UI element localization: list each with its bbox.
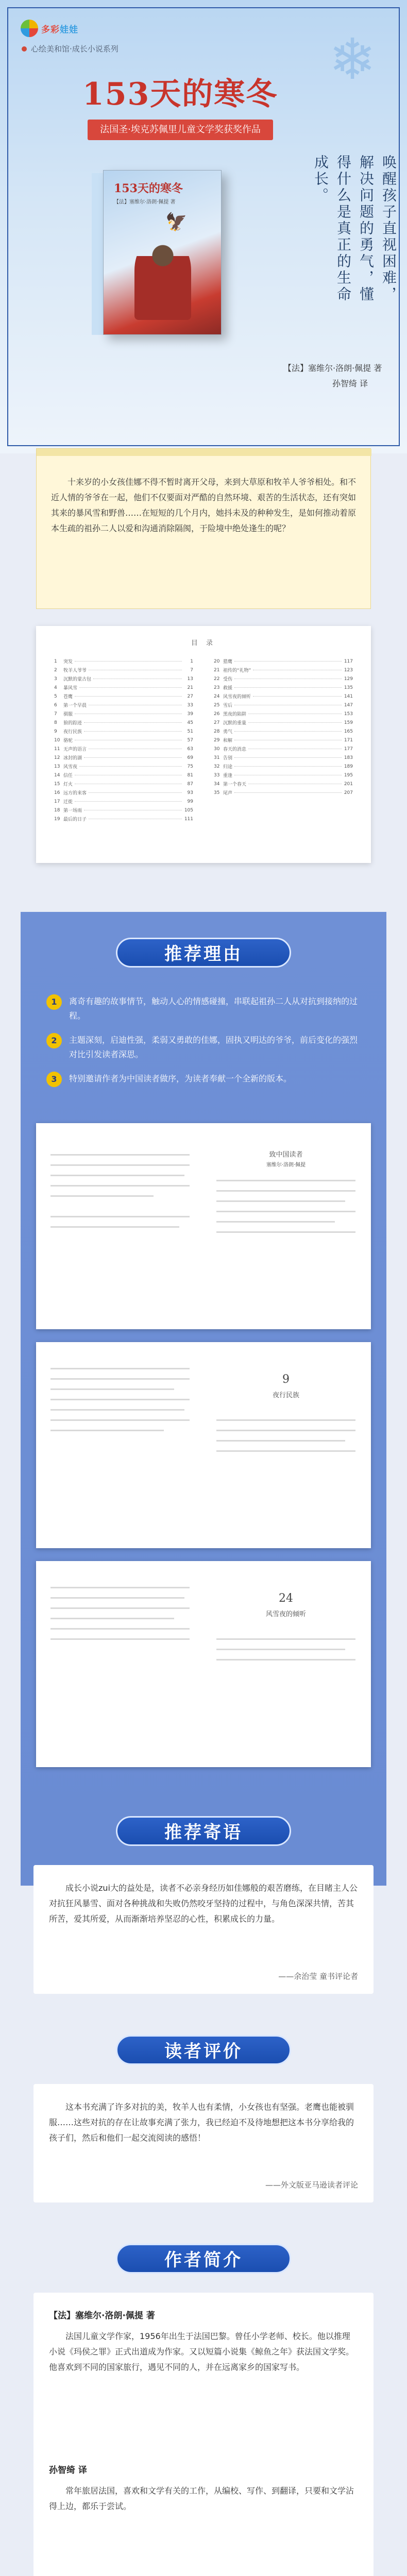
cover-title: 153天的寒冬 — [114, 182, 183, 195]
toc-entry[interactable] — [54, 736, 193, 744]
toc-number: 6 — [54, 702, 57, 708]
toc-page: 183 — [344, 755, 353, 760]
toc-number: 30 — [214, 746, 220, 752]
book-title: 153天的寒冬 — [82, 76, 278, 112]
toc-entry[interactable] — [214, 744, 353, 753]
toc-chapter: 灯火 — [63, 782, 73, 787]
snowflake-icon: ❄ — [328, 26, 376, 92]
toc-number: 2 — [54, 667, 57, 673]
toc-number: 20 — [214, 658, 220, 664]
toc-page: 177 — [344, 746, 353, 752]
toc-chapter: 苍鹰 — [63, 694, 73, 700]
brand-name-b: 娃娃 — [60, 24, 78, 35]
toc-chapter: 牧羊人爷爷 — [63, 668, 87, 673]
toc-leader — [75, 801, 182, 802]
toc-page: 69 — [187, 755, 193, 760]
reason-number: 3 — [46, 1072, 62, 1087]
toc-chapter: 突发 — [63, 659, 73, 665]
toc-number: 15 — [54, 781, 60, 787]
toc-number: 28 — [214, 728, 220, 734]
toc-chapter: 驯服 — [63, 712, 73, 717]
table-of-contents — [36, 626, 371, 863]
toc-chapter: 远方的来客 — [63, 791, 87, 796]
toc-entry[interactable] — [54, 666, 193, 674]
translator-name: 孙智绮 译 — [49, 2465, 87, 2476]
toc-chapter: 黑夜的陷阱 — [223, 712, 247, 717]
brand-logo[interactable] — [21, 20, 78, 37]
toc-chapter: 第一场雨 — [63, 808, 82, 814]
toc-number: 29 — [214, 737, 220, 743]
reason-item — [46, 1072, 361, 1087]
toc-leader — [84, 757, 182, 758]
toc-chapter: 沉默的蒙古包 — [63, 677, 92, 682]
toc-leader — [248, 722, 342, 723]
toc-page: 159 — [344, 720, 353, 725]
reason-item — [46, 994, 361, 1023]
review-signature: ——外文版亚马逊读者评论 — [265, 2180, 358, 2190]
toc-page: 111 — [184, 816, 193, 822]
toc-page: 99 — [187, 799, 193, 804]
book-spine — [92, 173, 104, 335]
series-label — [22, 43, 118, 54]
toc-leader — [84, 722, 182, 723]
toc-page: 105 — [184, 807, 193, 813]
toc-entry[interactable] — [214, 762, 353, 771]
intro-box — [36, 448, 371, 609]
toc-entry[interactable] — [54, 727, 193, 736]
toc-number: 8 — [54, 720, 57, 725]
toc-entry[interactable] — [54, 779, 193, 788]
message-heading: 推荐寄语 — [116, 1816, 291, 1846]
toc-entry[interactable] — [214, 727, 353, 736]
toc-chapter: 告别 — [223, 756, 233, 761]
toc-chapter: 和解 — [223, 738, 233, 743]
toc-leader — [234, 687, 342, 688]
toc-chapter: 无声的语言 — [63, 747, 87, 752]
toc-entry[interactable] — [54, 683, 193, 692]
cover-author: 【法】塞维尔·洛朗·佩提 著 — [114, 199, 176, 205]
sample-page-sub: 夜行民族 — [272, 1392, 299, 1399]
toc-page: 81 — [187, 772, 193, 778]
review-text: 这本书充满了许多对抗的美，牧羊人也有柔情，小女孩也有坚强。老鹰也能被驯服……这些对抗的存在让故事充满了张力，我已经迫不及待地想把这本书分享给我的孩子们，然后和他们一起交流阅读的感悟！ — [49, 2102, 354, 2143]
bullet-icon — [22, 46, 27, 52]
toc-entry[interactable] — [54, 771, 193, 779]
toc-entry[interactable] — [54, 762, 193, 771]
author-credit: 【法】塞维尔·洛朗·佩提 著 — [283, 363, 382, 373]
toc-page: 171 — [344, 737, 353, 743]
toc-entry[interactable] — [54, 797, 193, 806]
toc-chapter: 勇气 — [223, 730, 233, 735]
toc-entry[interactable] — [54, 788, 193, 797]
toc-chapter: 骆驼 — [63, 738, 73, 743]
toc-page: 129 — [344, 676, 353, 682]
toc-page: 63 — [187, 746, 193, 752]
toc-chapter: 风雪夜的倾听 — [223, 694, 251, 700]
toc-column-left — [54, 657, 193, 823]
reason-number: 2 — [46, 1033, 62, 1048]
toc-entry[interactable] — [214, 771, 353, 779]
logo-mark-icon — [21, 20, 38, 37]
toc-leader — [89, 792, 182, 793]
toc-chapter: 信任 — [63, 773, 73, 778]
toc-chapter: 风雪夜 — [63, 765, 78, 770]
toc-chapter: 雪后 — [223, 703, 233, 708]
message-signature: ——余治莹 童书评论者 — [278, 1972, 358, 1981]
toc-entry[interactable] — [214, 683, 353, 692]
toc-number: 9 — [54, 728, 57, 734]
toc-leader — [234, 757, 342, 758]
toc-page: 57 — [187, 737, 193, 743]
toc-page: 87 — [187, 781, 193, 787]
toc-number: 10 — [54, 737, 60, 743]
toc-number: 3 — [54, 676, 57, 682]
toc-number: 33 — [214, 772, 220, 778]
toc-entry[interactable] — [54, 815, 193, 823]
toc-page: 165 — [344, 728, 353, 734]
toc-leader — [84, 731, 182, 732]
toc-leader — [75, 696, 182, 697]
toc-number: 21 — [214, 667, 220, 673]
toc-chapter: 夜行民族 — [63, 730, 82, 735]
toc-entry[interactable] — [54, 657, 193, 666]
toc-number: 22 — [214, 676, 220, 682]
toc-entry[interactable] — [214, 753, 353, 762]
toc-chapter: 迁徙 — [63, 800, 73, 805]
toc-number: 7 — [54, 711, 57, 717]
toc-entry[interactable] — [54, 701, 193, 709]
toc-entry[interactable] — [54, 692, 193, 701]
sample-page-spread[interactable] — [36, 1342, 371, 1548]
toc-entry[interactable] — [54, 753, 193, 762]
toc-chapter: 狼的踪迹 — [63, 721, 82, 726]
toc-number: 12 — [54, 755, 60, 760]
toc-page: 117 — [344, 658, 353, 664]
sample-page-heading: 9 — [282, 1373, 290, 1386]
toc-leader — [234, 792, 342, 793]
reason-text: 主题深刻，启迪性强，柔弱又勇敢的佳娜，固执又明达的爷爷，前后变化的强烈对比引发读者深思。 — [69, 1035, 358, 1059]
toc-leader — [75, 661, 182, 662]
toc-chapter: 受伤 — [223, 677, 233, 682]
intro-text: 十来岁的小女孩佳娜不得不暂时离开父母，来到大草原和牧羊人爷爷相处。和不近人情的爷爷在一起，他们不仅要面对严酷的自然环境、艰苦的生活状态，还有突如其来的暴风雪和野兽……在短短的几个月内，她抖未及的种种发生，是如何推动着原本生疏的祖孙二人以爱和沟通消除隔阂，于险境中绝处逢生的呢？ — [51, 477, 357, 533]
toc-number: 14 — [54, 772, 60, 778]
toc-page: 207 — [344, 790, 353, 795]
toc-number: 35 — [214, 790, 220, 795]
review-heading: 读者评价 — [116, 2035, 291, 2065]
reasons-heading: 推荐理由 — [116, 938, 291, 968]
toc-entry[interactable] — [54, 744, 193, 753]
toc-chapter: 最后的日子 — [63, 817, 87, 822]
toc-number: 11 — [54, 746, 60, 752]
author-heading: 作者简介 — [116, 2244, 291, 2274]
toc-number: 17 — [54, 799, 60, 804]
toc-chapter: 沉默的重量 — [223, 721, 247, 726]
toc-chapter: 重逢 — [223, 773, 233, 778]
credits — [283, 361, 382, 392]
toc-page: 141 — [344, 693, 353, 699]
toc-number: 26 — [214, 711, 220, 717]
toc-page: 153 — [344, 711, 353, 717]
toc-page: 1 — [190, 658, 193, 664]
toc-page: 13 — [187, 676, 193, 682]
toc-entry[interactable] — [54, 709, 193, 718]
tagline-quote: 唤醒孩子直视困难，解决问题的勇气，懂得什么是真正的生命成长。 — [312, 155, 397, 303]
toc-entry[interactable] — [54, 718, 193, 727]
toc-number: 1 — [54, 658, 57, 664]
sample-page-sub: 风雪夜的倾听 — [265, 1611, 306, 1618]
toc-page: 45 — [187, 720, 193, 725]
toc-page: 33 — [187, 702, 193, 708]
series-text: 心绘美和馆·成长小说系列 — [31, 44, 118, 54]
toc-leader — [234, 731, 342, 732]
hero-banner — [0, 0, 407, 453]
toc-page: 189 — [344, 764, 353, 769]
toc-leader — [79, 766, 182, 767]
toc-number: 5 — [54, 693, 57, 699]
toc-chapter: 第一个早晨 — [63, 703, 87, 708]
toc-page: 7 — [190, 667, 193, 673]
toc-number: 31 — [214, 755, 220, 760]
toc-number: 19 — [54, 816, 60, 822]
toc-entry[interactable] — [54, 806, 193, 815]
toc-number: 25 — [214, 702, 220, 708]
toc-chapter: 冰封的湖 — [63, 756, 82, 761]
reason-text: 离奇有趣的故事情节，触动人心的情感碰撞，串联起祖孙二人从对抗到接纳的过程。 — [69, 996, 358, 1021]
toc-column-right — [214, 657, 353, 797]
toc-leader — [234, 766, 342, 767]
toc-entry[interactable] — [214, 674, 353, 683]
toc-chapter: 祖传的“礼物” — [223, 668, 251, 673]
toc-number: 13 — [54, 764, 60, 769]
toc-page: 93 — [187, 790, 193, 795]
toc-leader — [234, 661, 342, 662]
toc-page: 195 — [344, 772, 353, 778]
toc-page: 39 — [187, 711, 193, 717]
toc-page: 51 — [187, 728, 193, 734]
sample-page-heading: 24 — [279, 1592, 293, 1605]
author-name: 【法】塞维尔·洛朗·佩提 著 — [49, 2311, 155, 2321]
toc-number: 23 — [214, 685, 220, 690]
toc-entry[interactable] — [214, 709, 353, 718]
message-text: 成长小说zui大的益处是，读者不必亲身经历如佳娜般的艰苦磨练，在目睹主人公对抗狂风暴雪、面对各种挑战和失败仍然咬牙坚持的过程中，与角色深深共情，苦其所苦，爱其所爱，从而渐渐培养坚忍的心性，积累成长的力量。 — [49, 1883, 358, 1924]
toc-chapter: 第一个春天 — [223, 782, 247, 787]
toc-number: 32 — [214, 764, 220, 769]
toc-number: 16 — [54, 790, 60, 795]
sample-page-sub: 塞维尔·洛朗·佩提 — [266, 1162, 306, 1168]
brand-name-a: 多彩 — [41, 24, 60, 35]
toc-title: 目 录 — [191, 639, 216, 647]
book-cover[interactable] — [103, 170, 222, 335]
toc-entry[interactable] — [214, 657, 353, 666]
sample-page-heading: 致中国读者 — [269, 1151, 303, 1159]
author-bio: 法国儿童文学作家，1956年出生于法国巴黎。曾任小学老师、校长。他以推理小说《玛侯之罪》正式出道成为作家。又以短篇小说集《鲸鱼之年》获法国文学奖。他喜欢到不同的国家旅行，遇见不同的人，并在远离家乡的国家写书。 — [49, 2331, 354, 2372]
toc-number: 18 — [54, 807, 60, 813]
toc-number: 27 — [214, 720, 220, 725]
toc-number: 34 — [214, 781, 220, 787]
toc-leader — [79, 687, 182, 688]
sample-page-spread[interactable] — [36, 1123, 371, 1329]
toc-page: 75 — [187, 764, 193, 769]
toc-entry[interactable] — [214, 701, 353, 709]
toc-chapter: 归途 — [223, 765, 233, 770]
reason-text: 特别邀请作者为中国读者做序，为读者奉献一个全新的版本。 — [69, 1074, 292, 1083]
translator-bio: 常年旅居法国，喜欢和文学有关的工作，从编校、写作、到翻译，只要和文学沾得上边，都乐于尝试。 — [49, 2486, 354, 2511]
sample-page-spread[interactable] — [36, 1561, 371, 1767]
reason-item — [46, 1033, 361, 1062]
toc-entry[interactable] — [214, 779, 353, 788]
eagle-icon: 🦅 — [165, 212, 188, 232]
toc-chapter: 救援 — [223, 686, 233, 691]
toc-entry[interactable] — [54, 674, 193, 683]
toc-page: 201 — [344, 781, 353, 787]
toc-chapter: 暴风雪 — [63, 686, 78, 691]
toc-number: 4 — [54, 685, 57, 690]
toc-entry[interactable] — [214, 736, 353, 744]
toc-entry[interactable] — [214, 718, 353, 727]
toc-page: 135 — [344, 685, 353, 690]
intro-band — [37, 449, 371, 456]
toc-chapter: 猎鹰 — [223, 659, 233, 665]
toc-entry[interactable] — [214, 666, 353, 674]
toc-page: 123 — [344, 667, 353, 673]
author-box — [33, 2293, 374, 2576]
cover-illustration — [134, 238, 191, 320]
review-box — [33, 2084, 374, 2202]
toc-number: 24 — [214, 693, 220, 699]
toc-chapter: 春天的消息 — [223, 747, 247, 752]
award-badge: 法国圣·埃克苏佩里儿童文学奖获奖作品 — [88, 120, 273, 140]
reason-number: 1 — [46, 994, 62, 1010]
toc-chapter: 尾声 — [223, 791, 233, 796]
toc-page: 27 — [187, 693, 193, 699]
toc-page: 21 — [187, 685, 193, 690]
translator-credit: 孙智绮 译 — [332, 379, 368, 388]
toc-page: 147 — [344, 702, 353, 708]
toc-entry[interactable] — [214, 692, 353, 701]
toc-leader — [253, 696, 342, 697]
toc-entry[interactable] — [214, 788, 353, 797]
message-box — [33, 1865, 374, 1994]
